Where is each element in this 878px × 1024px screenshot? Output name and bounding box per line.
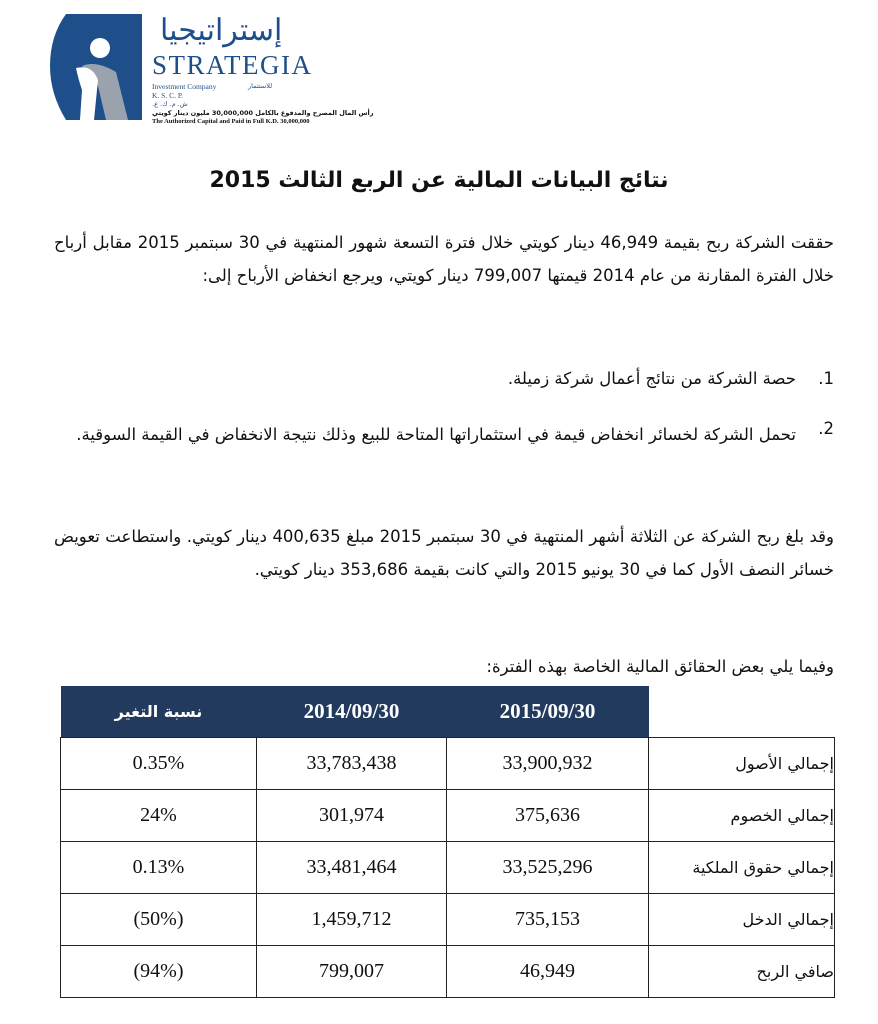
list-item — [34, 412, 834, 492]
cell-current: 735,153 — [447, 894, 649, 946]
intro-paragraph: حققت الشركة ربح بقيمة 46,949 دينار كويتي خلال فترة التسعة شهور المنتهية في 30 سبتمبر 2015 مقابل أرباح خلال الفترة المقارنة من عام 2014 قيمتها 799,007 دينار كويتي، ويرجع انخفاض الأرباح إلى: — [54, 233, 834, 285]
table-row — [61, 790, 835, 842]
logo-capital-ar: رأس المال المصرح والمدفوع بالكامل 30,000,000 مليون دينار كويتي — [152, 109, 374, 117]
list-text: حصة الشركة من نتائج أعمال شركة زميلة. — [507, 369, 796, 388]
table-intro: وفيما يلي بعض الحقائق المالية الخاصة بهذه الفترة: — [486, 657, 834, 676]
header-previous: 2014/09/30 — [257, 686, 447, 738]
logo-legal-en: K. S. C. P. — [152, 91, 184, 100]
financial-facts-table — [60, 686, 835, 998]
header-blank — [649, 686, 835, 738]
cell-change: (94%) — [61, 946, 257, 998]
list-number: .2 — [818, 419, 834, 438]
quarter-paragraph: وقد بلغ ربح الشركة عن الثلاثة أشهر المنتهية في 30 سبتمبر 2015 مبلغ 400,635 دينار كويتي. واستطاعت تعويض خسائر النصف الأول كما في 30 يونيو 2015 والتي كانت بقيمة 353,686 دينار كويتي. — [54, 527, 834, 579]
cell-current: 33,900,932 — [447, 738, 649, 790]
table-row — [61, 738, 835, 790]
cell-previous: 33,783,438 — [257, 738, 447, 790]
cell-previous: 33,481,464 — [257, 842, 447, 894]
cell-previous: 1,459,712 — [257, 894, 447, 946]
cell-previous: 799,007 — [257, 946, 447, 998]
table-row — [61, 894, 835, 946]
cell-label: إجمالي الدخل — [649, 894, 835, 946]
cell-label: إجمالي الخصوم — [649, 790, 835, 842]
document-title: نتائج البيانات المالية عن الربع الثالث 2015 — [209, 168, 669, 193]
logo-subtitle-en: Investment Company — [152, 82, 217, 91]
list-text: تحمل الشركة لخسائر انخفاض قيمة في استثماراتها المتاحة للبيع وذلك نتيجة الانخفاض في القيمة السوقية. — [76, 425, 796, 444]
cell-change: 0.35% — [61, 738, 257, 790]
cell-change: 0.13% — [61, 842, 257, 894]
header-change: نسبة التغير — [61, 686, 257, 738]
cell-current: 46,949 — [447, 946, 649, 998]
table-header-row — [61, 686, 835, 738]
list-item — [34, 362, 834, 398]
cell-change: (50%) — [61, 894, 257, 946]
logo-name-latin: STRATEGIA — [152, 50, 313, 80]
header-current: 2015/09/30 — [447, 686, 649, 738]
table-row — [61, 842, 835, 894]
cell-current: 33,525,296 — [447, 842, 649, 894]
cell-previous: 301,974 — [257, 790, 447, 842]
list-number: .1 — [818, 369, 834, 388]
table-row — [61, 946, 835, 998]
cell-change: 24% — [61, 790, 257, 842]
logo-name-arabic: إستراتيجيا — [160, 13, 283, 48]
cell-label: صافي الربح — [649, 946, 835, 998]
company-logo-text — [150, 13, 374, 125]
cell-label: إجمالي الأصول — [649, 738, 835, 790]
logo-legal-ar: ش. م. ك. ع. — [152, 100, 188, 108]
cell-label: إجمالي حقوق الملكية — [649, 842, 835, 894]
company-logo-mark — [36, 14, 142, 120]
cell-current: 375,636 — [447, 790, 649, 842]
logo-subtitle-ar: للاستثمار — [248, 82, 273, 90]
logo-capital-en: The Authorized Capital and Paid in Full K.D. 30,000,000 — [152, 118, 310, 125]
